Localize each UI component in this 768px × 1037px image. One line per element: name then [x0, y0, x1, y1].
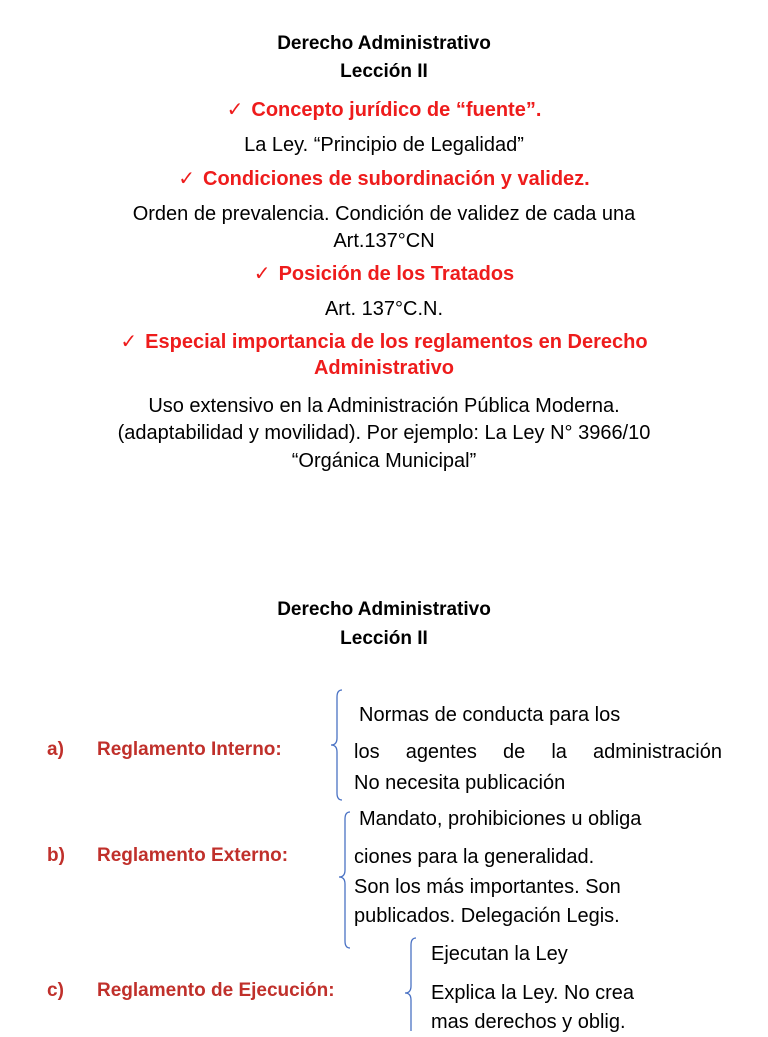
interno-text-1: Normas de conducta para los	[359, 704, 621, 726]
check-icon: ✓	[253, 263, 271, 285]
section-text: Uso extensivo en la Administración Pública Moderna.	[148, 395, 620, 417]
item-label-externo: Reglamento Externo:	[97, 845, 289, 866]
externo-text-4: publicados. Delegación Legis.	[354, 905, 620, 927]
section-text: “Orgánica Municipal”	[291, 450, 477, 472]
section-text: (adaptabilidad y movilidad). Por ejemplo: La Ley N° 3966/10	[117, 422, 651, 444]
slide1-title: Derecho Administrativo	[277, 33, 491, 54]
item-label-interno: Reglamento Interno:	[97, 739, 282, 760]
ejecucion-text-1: Ejecutan la Ley	[431, 943, 568, 965]
interno-text-3: No necesita publicación	[354, 772, 566, 794]
section-text: Art.137°CN	[333, 230, 435, 252]
interno-text-2: los agentes de la administración	[354, 741, 722, 763]
section-text: Art. 137°C.N.	[324, 298, 444, 320]
item-letter-c: c)	[47, 980, 64, 1001]
section-text: Orden de prevalencia. Condición de validez de cada una	[132, 203, 636, 225]
item-letter-b: b)	[47, 845, 65, 866]
ejecucion-text-2: Explica la Ley. No crea	[431, 982, 635, 1004]
externo-text-1: Mandato, prohibiciones u obliga	[359, 808, 642, 830]
item-letter-a: a)	[47, 739, 64, 760]
ejecucion-text-3: mas derechos y oblig.	[431, 1011, 626, 1033]
brace-interno	[330, 688, 346, 802]
slide1-subtitle: Lección II	[340, 61, 428, 82]
item-label-ejecucion: Reglamento de Ejecución:	[97, 980, 335, 1001]
section-heading-reglamentos-cont: Administrativo	[313, 357, 455, 379]
check-icon: ✓	[120, 331, 138, 353]
check-icon: ✓	[226, 99, 244, 121]
brace-ejecucion	[404, 936, 420, 1024]
section-heading-fuente: ✓ Concepto jurídico de “fuente”.	[226, 99, 542, 121]
section-heading-subordinacion: ✓ Condiciones de subordinación y validez.	[178, 168, 590, 190]
section-text: La Ley. “Principio de Legalidad”	[244, 134, 524, 156]
slide2-subtitle: Lección II	[340, 628, 428, 649]
externo-text-2: ciones para la generalidad.	[354, 846, 595, 868]
slide2-title: Derecho Administrativo	[277, 599, 491, 620]
brace-externo	[338, 810, 354, 950]
externo-text-3: Son los más importantes. Son	[354, 876, 621, 898]
section-heading-tratados: ✓ Posición de los Tratados	[253, 263, 515, 285]
check-icon: ✓	[178, 168, 195, 190]
section-heading-reglamentos: ✓ Especial importancia de los reglamentos en Derecho	[120, 331, 648, 353]
